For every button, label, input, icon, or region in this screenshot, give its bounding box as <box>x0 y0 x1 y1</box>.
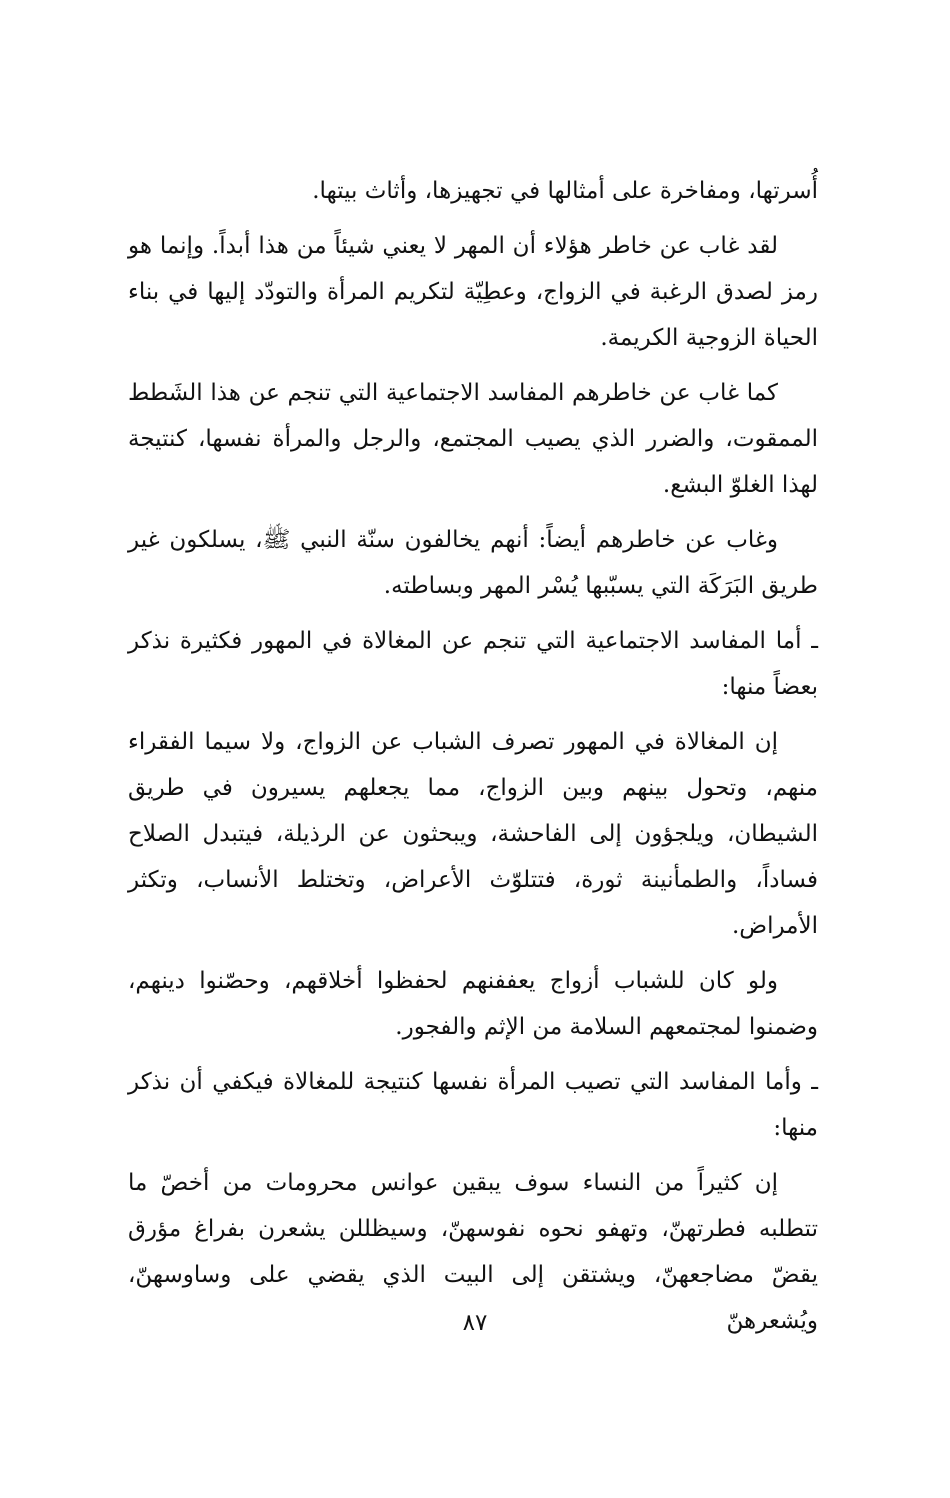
paragraph-women-intro: ـ وأما المفاسد التي تصيب المرأة نفسها كنتيجة للمغالاة فيكفي أن نذكر منها: <box>128 1069 818 1141</box>
paragraph-sunnah: وغاب عن خاطرهم أيضاً: أنهم يخالفون سنّة النبي ﷺ، يسلكون غير طريق البَرَكَة التي يسبّبها يُسْر المهر وبساطته. <box>128 527 818 599</box>
page-number: ٨٧ <box>462 1310 488 1336</box>
paragraph-social-intro: ـ أما المفاسد الاجتماعية التي تنجم عن المغالاة في المهور فكثيرة نذكر بعضاً منها: <box>128 628 818 700</box>
paragraph-social-harms: كما غاب عن خاطرهم المفاسد الاجتماعية التي تنجم عن هذا الشَطط الممقوت، والضرر الذي يصيب المجتمع، والرجل والمرأة نفسها، كنتيجة لهذا الغلوّ البشع. <box>128 380 818 498</box>
paragraph-youth: إن المغالاة في المهور تصرف الشباب عن الزواج، ولا سيما الفقراء منهم، وتحول بينهم وبين الزواج، مما يجعلهم يسيرون في طريق الشيطان، ويلجؤون إلى الفاحشة، ويبحثون عن الرذيلة، فيتبدل الصلاح فساداً، والطمأنينة ثورة، فتتلوّث الأعراض، وتختلط الأنساب، وتكثر الأمراض. <box>128 729 818 939</box>
body-text <box>128 168 818 1344</box>
paragraph-spinsterhood: إن كثيراً من النساء سوف يبقين عوانس محرومات من أخصّ ما تتطلبه فطرتهنّ، وتهفو نحوه نفوسهنّ، وسيظللن يشعرن بفراغ مؤرق يقضّ مضاجعهنّ، ويشتقن إلى البيت الذي يقضي على وساوسهنّ، ويُشعرهنّ <box>128 1170 818 1334</box>
paragraph-chastity: ولو كان للشباب أزواج يعففنهم لحفظوا أخلاقهم، وحصّنوا دينهم، وضمنوا لمجتمعهم السلامة من الإثم والفجور. <box>128 968 818 1040</box>
paragraph-continuation: أُسرتها، ومفاخرة على أمثالها في تجهيزها، وأثاث بيتها. <box>312 178 818 204</box>
paragraph-mahr-meaning: لقد غاب عن خاطر هؤلاء أن المهر لا يعني شيئاً من هذا أبداً. وإنما هو رمز لصدق الرغبة في الزواج، وعطِيّة لتكريم المرأة والتودّد إليها في بناء الحياة الزوجية الكريمة. <box>128 233 818 351</box>
